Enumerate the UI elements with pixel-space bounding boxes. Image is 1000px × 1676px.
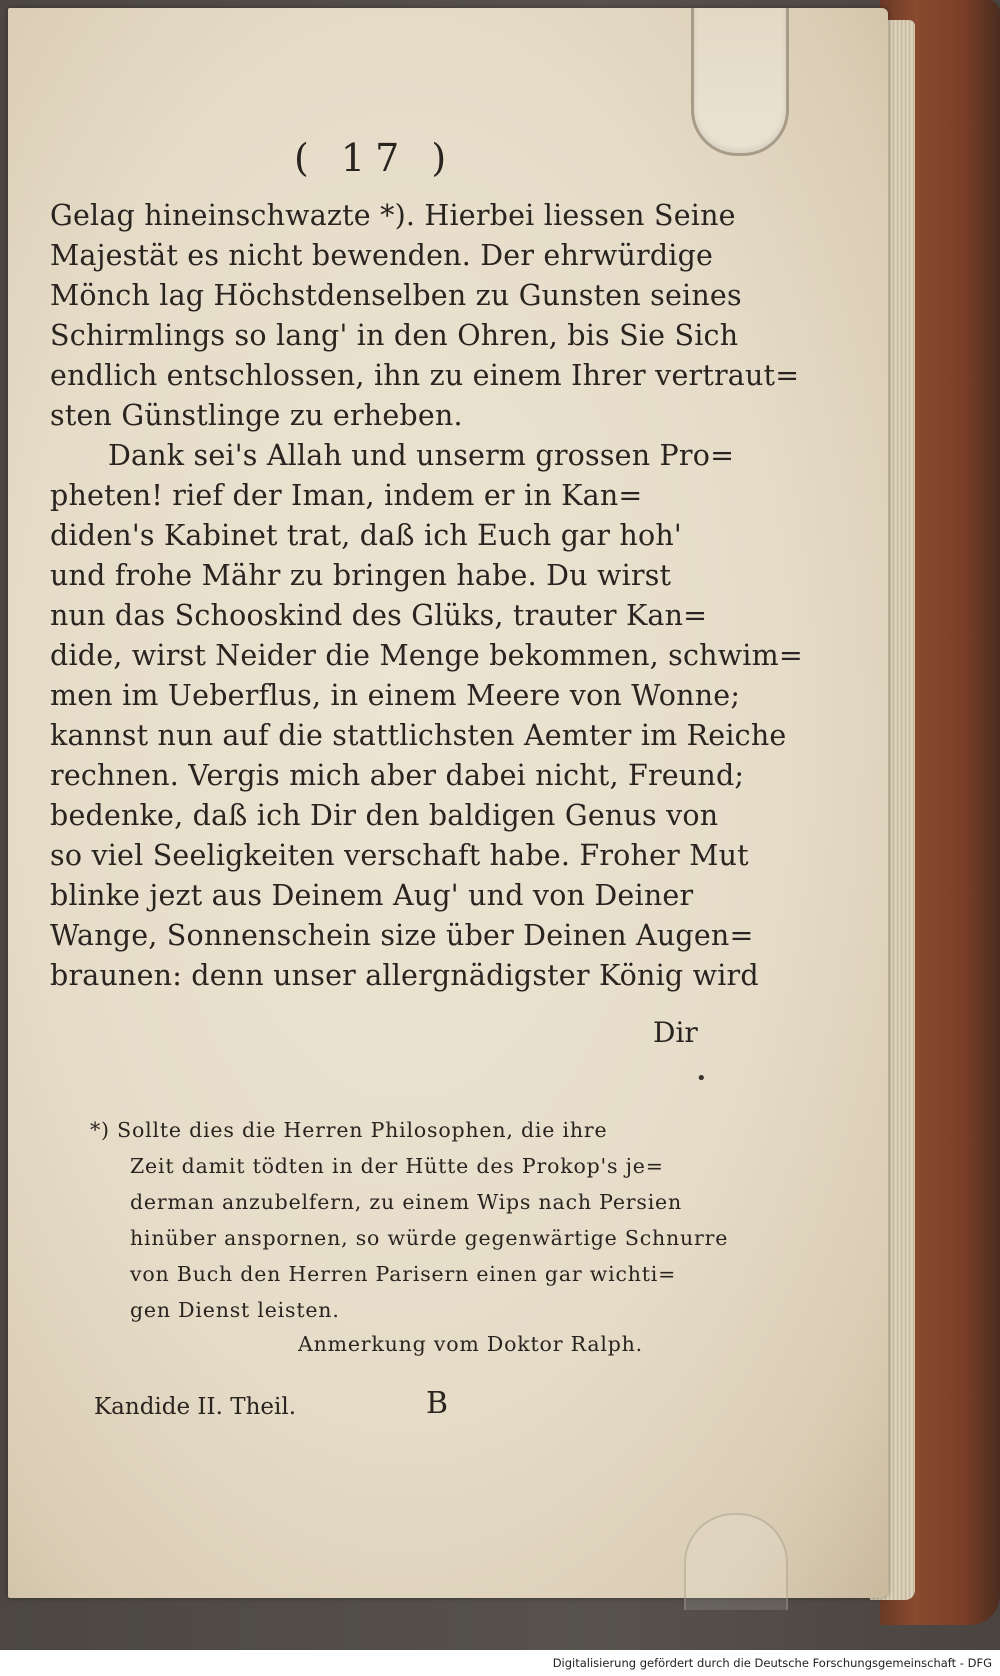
book-page xyxy=(8,8,888,1598)
body-line: Gelag hineinschwazte *). Hierbei liessen Seine xyxy=(50,199,736,232)
footnote-line: gen Dienst leisten. xyxy=(130,1298,340,1322)
body-line: sten Günstlinge zu erheben. xyxy=(50,399,463,432)
body-line: nun das Schooskind des Glüks, trauter Kan= xyxy=(50,599,708,632)
body-line: diden's Kabinet trat, daß ich Euch gar hoh' xyxy=(50,519,682,552)
body-line: rechnen. Vergis mich aber dabei nicht, Freund; xyxy=(50,759,745,792)
body-line: braunen: denn unser allergnädigster König wird xyxy=(50,959,759,992)
signature-mark: B xyxy=(426,1386,449,1421)
bookmark-clip xyxy=(691,8,789,156)
body-line: bedenke, daß ich Dir den baldigen Genus von xyxy=(50,799,719,832)
body-line: Schirmlings so lang' in den Ohren, bis Sie Sich xyxy=(50,319,739,352)
footnote-line: von Buch den Herren Parisern einen gar wichti= xyxy=(130,1262,677,1286)
footnote-signature: Anmerkung vom Doktor Ralph. xyxy=(298,1332,643,1356)
bookmark-clip-shadow xyxy=(684,1513,788,1610)
body-line: kannst nun auf die stattlichsten Aemter im Reiche xyxy=(50,719,787,752)
footer-title: Kandide II. Theil. xyxy=(94,1394,297,1420)
footnote-line: hinüber anspornen, so würde gegenwärtige Schnurre xyxy=(130,1226,729,1250)
body-line: Majestät es nicht bewenden. Der ehrwürdige xyxy=(50,239,714,272)
catchword: Dir xyxy=(653,1016,698,1049)
funding-credit: Digitalisierung gefördert durch die Deutsche Forschungsgemeinschaft - DFG xyxy=(552,1656,992,1670)
body-line: so viel Seeligkeiten verschaft habe. Froher Mut xyxy=(50,839,749,872)
body-line: blinke jezt aus Deinem Aug' und von Deiner xyxy=(50,879,694,912)
body-line: und frohe Mähr zu bringen habe. Du wirst xyxy=(50,559,672,592)
body-line: endlich entschlossen, ihn zu einem Ihrer vertraut= xyxy=(50,359,800,392)
ink-speck: • xyxy=(696,1068,707,1089)
page-number: ( 17 ) xyxy=(294,136,457,180)
footnote-line: Zeit damit tödten in der Hütte des Prokop's je= xyxy=(130,1154,664,1178)
body-line: men im Ueberflus, in einem Meere von Wonne; xyxy=(50,679,741,712)
body-line: pheten! rief der Iman, indem er in Kan= xyxy=(50,479,643,512)
body-line: Wange, Sonnenschein size über Deinen Augen= xyxy=(50,919,754,952)
body-line: dide, wirst Neider die Menge bekommen, schwim= xyxy=(50,639,803,672)
body-line: Dank sei's Allah und unserm grossen Pro= xyxy=(108,439,735,472)
footnote-line: *) Sollte dies die Herren Philosophen, die ihre xyxy=(90,1118,608,1142)
body-line: Mönch lag Höchstdenselben zu Gunsten seines xyxy=(50,279,742,312)
footnote-line: derman anzubelfern, zu einem Wips nach Persien xyxy=(130,1190,682,1214)
